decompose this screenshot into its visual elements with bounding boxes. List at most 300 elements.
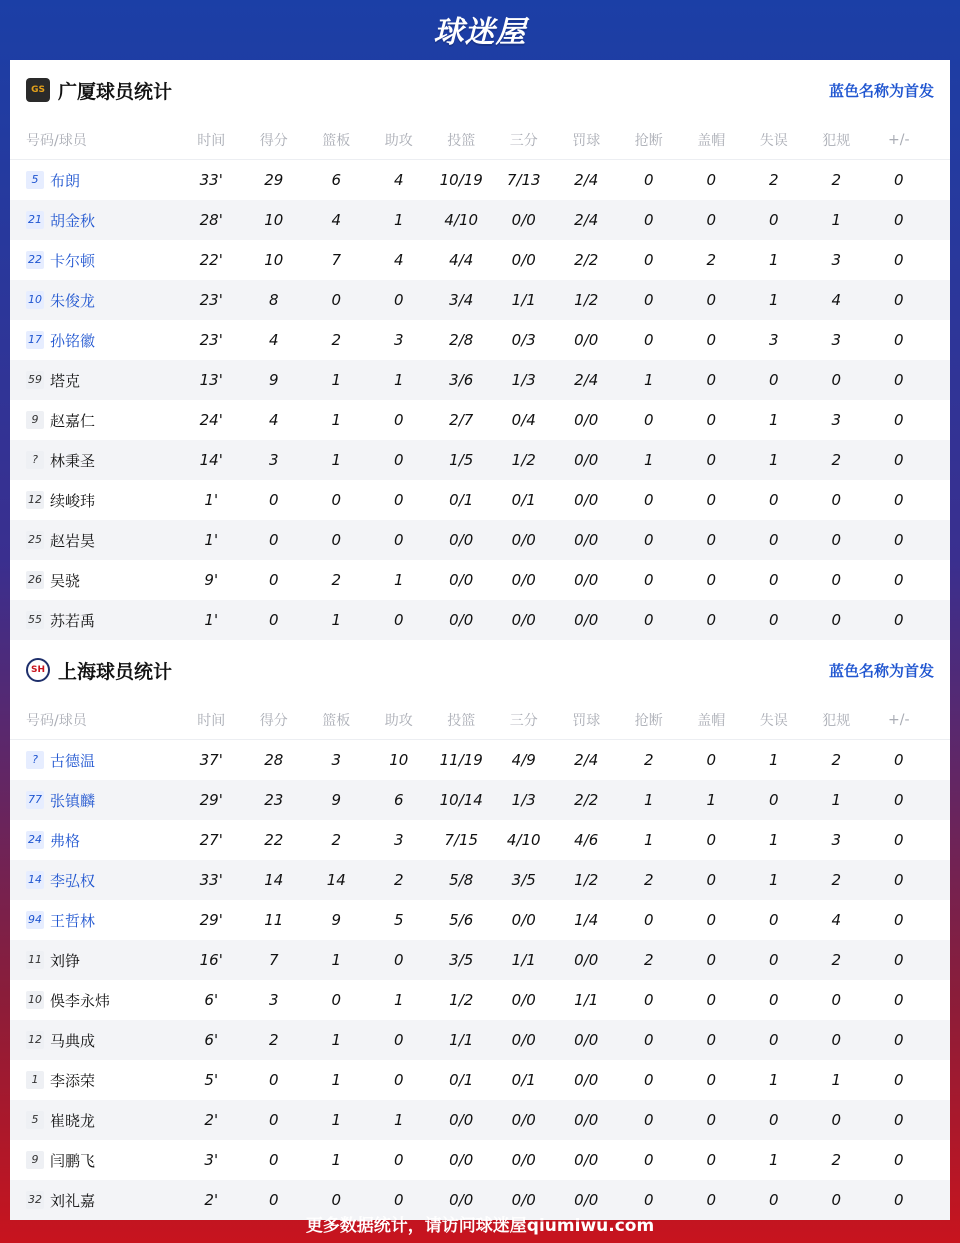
player-name[interactable]: 崔晓龙 — [50, 1111, 96, 1130]
stat-cell: 2 — [331, 571, 342, 589]
stat-cell: 0 — [706, 451, 717, 469]
stat-cell: 28 — [264, 751, 284, 769]
stat-cell: 0 — [706, 1031, 717, 1049]
player-name[interactable]: 塔克 — [50, 371, 81, 390]
stat-cell: 0 — [643, 991, 654, 1009]
table-row[interactable] — [10, 440, 950, 480]
stat-cell: 1/3 — [511, 371, 536, 389]
jersey-number-badge: 5 — [26, 1111, 44, 1129]
stat-cell: 6' — [204, 991, 219, 1009]
stat-cell: 0 — [893, 751, 904, 769]
table-row[interactable] — [10, 320, 950, 360]
stat-cell: 0 — [768, 1191, 779, 1209]
stat-cell: 0 — [893, 451, 904, 469]
player-cell — [10, 790, 180, 811]
table-row[interactable] — [10, 980, 950, 1020]
table-header — [10, 700, 950, 740]
stat-cell: 0 — [643, 1191, 654, 1209]
table-row[interactable] — [10, 400, 950, 440]
stat-cell: 0 — [893, 171, 904, 189]
player-name[interactable]: 刘铮 — [50, 951, 81, 970]
stat-cell: 4/4 — [449, 251, 474, 269]
stat-cell: 0/1 — [449, 1071, 474, 1089]
stat-cell: 0/0 — [449, 611, 474, 629]
stat-cell: 1 — [831, 1071, 842, 1089]
column-header: 助攻 — [384, 712, 413, 729]
stat-cell: 0 — [893, 291, 904, 309]
stat-cell: 7 — [331, 251, 342, 269]
stat-cell: 3/6 — [449, 371, 474, 389]
player-cell — [10, 610, 180, 631]
player-name[interactable]: 赵岩昊 — [50, 531, 96, 550]
player-name[interactable]: 李弘权 — [50, 871, 96, 890]
stat-cell: 0 — [768, 611, 779, 629]
stat-cell: 0 — [268, 611, 279, 629]
stat-cell: 0/0 — [574, 1071, 599, 1089]
stat-cell: 1 — [768, 251, 779, 269]
stat-cell: 1 — [331, 1151, 342, 1169]
top-bar — [0, 0, 960, 58]
column-header: 盖帽 — [697, 712, 726, 729]
player-name[interactable]: 卡尔顿 — [50, 251, 96, 270]
stat-cell: 33' — [199, 171, 223, 189]
stat-cell: 2 — [393, 871, 404, 889]
stat-cell: 0 — [768, 1111, 779, 1129]
table-row[interactable] — [10, 1020, 950, 1060]
stat-cell: 3 — [331, 751, 342, 769]
table-row[interactable] — [10, 1060, 950, 1100]
stat-cell: 13' — [199, 371, 223, 389]
stat-cell: 1/2 — [449, 991, 474, 1009]
player-cell — [10, 1070, 180, 1091]
stat-cell: 0 — [831, 371, 842, 389]
player-cell — [10, 1110, 180, 1131]
jersey-number-badge: 10 — [26, 291, 44, 309]
stat-cell: 0 — [706, 211, 717, 229]
stat-cell: 14 — [326, 871, 346, 889]
stat-cell: 1/1 — [449, 1031, 474, 1049]
column-header: 投篮 — [447, 132, 476, 149]
table-row[interactable] — [10, 520, 950, 560]
column-header: 三分 — [509, 132, 538, 149]
stat-cell: 0 — [893, 951, 904, 969]
stat-cell: 0 — [706, 1111, 717, 1129]
stat-cell: 0 — [893, 1111, 904, 1129]
column-header: 号码/球员 — [26, 712, 87, 729]
stat-cell: 1 — [768, 871, 779, 889]
stat-cell: 10 — [264, 211, 284, 229]
jersey-number-badge: 21 — [26, 211, 44, 229]
table-row[interactable] — [10, 860, 950, 900]
stat-cell: 14' — [199, 451, 223, 469]
stat-cell: 2 — [643, 751, 654, 769]
stat-cell: 0/1 — [449, 491, 474, 509]
stat-cell: 0 — [643, 251, 654, 269]
stat-cell: 4/10 — [444, 211, 479, 229]
stat-cell: 2 — [768, 171, 779, 189]
player-name[interactable]: 古德温 — [50, 751, 96, 770]
stat-cell: 0/1 — [511, 491, 536, 509]
column-header: 罚球 — [572, 132, 601, 149]
stat-cell: 0 — [393, 531, 404, 549]
stat-cell: 0 — [768, 571, 779, 589]
team-title — [26, 657, 172, 684]
stat-cell: 0 — [831, 491, 842, 509]
table-row[interactable] — [10, 1100, 950, 1140]
stat-cell: 0 — [706, 951, 717, 969]
column-header: +/- — [888, 711, 910, 728]
footer-banner[interactable]: 更多数据统计，请访问球迷屋qiumiwu.com — [305, 1216, 655, 1236]
stat-cell: 3 — [831, 331, 842, 349]
stat-cell: 23' — [199, 331, 223, 349]
player-cell — [10, 330, 180, 351]
stat-cell: 3/5 — [511, 871, 536, 889]
stat-cell: 8 — [268, 291, 279, 309]
stat-cell: 2 — [331, 831, 342, 849]
stat-cell: 0/0 — [574, 331, 599, 349]
stat-cell: 0 — [393, 1031, 404, 1049]
stat-cell: 1 — [331, 611, 342, 629]
stat-cell: 1 — [643, 791, 654, 809]
column-header: 罚球 — [572, 712, 601, 729]
stat-cell: 0 — [706, 291, 717, 309]
stat-cell: 0 — [643, 571, 654, 589]
stat-cell: 23 — [264, 791, 284, 809]
player-cell — [10, 1030, 180, 1051]
stat-cell: 0/4 — [511, 411, 536, 429]
stat-cell: 0 — [893, 1031, 904, 1049]
stat-cell: 2/4 — [574, 751, 599, 769]
table-row[interactable] — [10, 280, 950, 320]
player-cell — [10, 490, 180, 511]
stat-cell: 22' — [199, 251, 223, 269]
player-name[interactable]: 布朗 — [50, 171, 81, 190]
stat-cell: 0 — [268, 1071, 279, 1089]
stat-cell: 0 — [331, 531, 342, 549]
stat-cell: 1 — [768, 1071, 779, 1089]
team-logo-icon: GS — [26, 78, 50, 102]
stat-cell: 0 — [331, 991, 342, 1009]
stat-cell: 1 — [643, 451, 654, 469]
player-cell — [10, 1150, 180, 1171]
stat-cell: 1 — [331, 371, 342, 389]
stat-cell: 3 — [268, 451, 279, 469]
player-cell — [10, 870, 180, 891]
stat-cell: 2 — [268, 1031, 279, 1049]
stat-cell: 0 — [768, 991, 779, 1009]
column-header: 号码/球员 — [26, 132, 87, 149]
team-logo-icon: SH — [26, 658, 50, 682]
stat-cell: 0 — [768, 911, 779, 929]
stat-cell: 1/2 — [574, 291, 599, 309]
player-cell — [10, 750, 180, 771]
stat-cell: 4/9 — [511, 751, 536, 769]
stat-cell: 0 — [706, 171, 717, 189]
player-cell — [10, 990, 180, 1011]
stat-cell: 1/4 — [574, 911, 599, 929]
jersey-number-badge: 22 — [26, 251, 44, 269]
player-name[interactable]: 闫鹏飞 — [50, 1151, 96, 1170]
stat-cell: 0 — [706, 611, 717, 629]
stat-cell: 2/7 — [449, 411, 474, 429]
jersey-number-badge: 26 — [26, 571, 44, 589]
column-header: 篮板 — [322, 712, 351, 729]
team-header — [10, 640, 950, 700]
jersey-number-badge: 5 — [26, 171, 44, 189]
player-name[interactable]: 赵嘉仁 — [50, 411, 96, 430]
stat-cell: 0 — [893, 991, 904, 1009]
player-name[interactable]: 刘礼嘉 — [50, 1191, 96, 1210]
stat-cell: 0 — [706, 751, 717, 769]
stat-cell: 0 — [393, 1071, 404, 1089]
table-row[interactable] — [10, 940, 950, 980]
stat-cell: 0 — [643, 1071, 654, 1089]
stat-cell: 0 — [706, 571, 717, 589]
stat-cell: 0/0 — [449, 571, 474, 589]
stat-cell: 0/0 — [511, 211, 536, 229]
stat-cell: 4 — [393, 251, 404, 269]
player-cell — [10, 410, 180, 431]
table-row[interactable] — [10, 160, 950, 200]
starter-legend: 蓝色名称为首发 — [828, 661, 934, 680]
player-name[interactable]: 孙铭徽 — [50, 331, 96, 350]
table-row[interactable] — [10, 740, 950, 780]
stat-cell: 0 — [893, 1071, 904, 1089]
stat-cell: 0 — [768, 791, 779, 809]
stat-cell: 0 — [893, 1151, 904, 1169]
stat-cell: 1 — [768, 751, 779, 769]
stat-cell: 0 — [768, 951, 779, 969]
stat-cell: 0/0 — [449, 531, 474, 549]
jersey-number-badge: ? — [26, 751, 44, 769]
stat-cell: 2 — [643, 951, 654, 969]
stat-cell: 6 — [393, 791, 404, 809]
stat-cell: 7/15 — [444, 831, 479, 849]
stat-cell: 1 — [768, 291, 779, 309]
stat-cell: 0 — [831, 1031, 842, 1049]
stat-cell: 33' — [199, 871, 223, 889]
team-title — [26, 77, 172, 104]
stat-cell: 4 — [268, 331, 279, 349]
stat-cell: 10/19 — [439, 171, 483, 189]
table-row[interactable] — [10, 1140, 950, 1180]
stat-cell: 0/0 — [511, 611, 536, 629]
stat-cell: 1' — [204, 491, 219, 509]
player-name[interactable]: 吴骁 — [50, 571, 81, 590]
table-row[interactable] — [10, 360, 950, 400]
stat-cell: 0 — [831, 571, 842, 589]
stat-cell: 0/3 — [511, 331, 536, 349]
stat-cell: 1/3 — [511, 791, 536, 809]
stat-cell: 5/6 — [449, 911, 474, 929]
stat-cell: 0 — [893, 1191, 904, 1209]
column-header: 得分 — [259, 132, 288, 149]
stat-cell: 0/0 — [511, 571, 536, 589]
stat-cell: 0 — [643, 531, 654, 549]
player-name[interactable]: 马典成 — [50, 1031, 96, 1050]
stat-cell: 0 — [393, 1191, 404, 1209]
stat-cell: 1 — [768, 411, 779, 429]
table-row[interactable] — [10, 480, 950, 520]
stat-cell: 0 — [393, 1151, 404, 1169]
stat-cell: 24' — [199, 411, 223, 429]
stat-cell: 1 — [331, 951, 342, 969]
team-sections — [10, 60, 950, 1220]
stat-cell: 4 — [831, 291, 842, 309]
stat-cell: 1 — [331, 451, 342, 469]
stat-cell: 2/4 — [574, 211, 599, 229]
jersey-number-badge: 10 — [26, 991, 44, 1009]
table-row[interactable] — [10, 560, 950, 600]
stat-cell: 0 — [643, 411, 654, 429]
player-name[interactable]: 李添荣 — [50, 1071, 96, 1090]
stat-cell: 0 — [393, 951, 404, 969]
stat-cell: 2' — [204, 1111, 219, 1129]
stat-cell: 22 — [264, 831, 284, 849]
stat-cell: 1 — [331, 411, 342, 429]
jersey-number-badge: 9 — [26, 411, 44, 429]
player-name[interactable]: 弗格 — [50, 831, 81, 850]
jersey-number-badge: 1 — [26, 1071, 44, 1089]
jersey-number-badge: 77 — [26, 791, 44, 809]
stat-cell: 27' — [199, 831, 223, 849]
player-cell — [10, 370, 180, 391]
player-name[interactable]: 朱俊龙 — [50, 291, 96, 310]
table-row[interactable] — [10, 900, 950, 940]
player-name[interactable]: 王哲林 — [50, 911, 96, 930]
table-row[interactable] — [10, 200, 950, 240]
stat-cell: 0/0 — [449, 1111, 474, 1129]
jersey-number-badge: 24 — [26, 831, 44, 849]
stat-cell: 0 — [768, 371, 779, 389]
stat-cell: 0 — [393, 411, 404, 429]
stat-cell: 0 — [893, 571, 904, 589]
stat-cell: 2' — [204, 1191, 219, 1209]
stat-cell: 0 — [643, 1151, 654, 1169]
stat-cell: 10/14 — [439, 791, 483, 809]
stat-cell: 11 — [264, 911, 284, 929]
column-header: 失误 — [759, 132, 788, 149]
stat-cell: 9 — [331, 911, 342, 929]
stat-cell: 2/8 — [449, 331, 474, 349]
player-name[interactable]: 俁李永炜 — [50, 991, 111, 1010]
stat-cell: 0 — [831, 1191, 842, 1209]
stat-cell: 0/0 — [574, 951, 599, 969]
stat-cell: 2 — [831, 1151, 842, 1169]
stat-cell: 0/0 — [574, 611, 599, 629]
stat-cell: 0 — [643, 1111, 654, 1129]
stat-cell: 1 — [331, 1031, 342, 1049]
stat-cell: 0 — [706, 831, 717, 849]
stat-cell: 4 — [331, 211, 342, 229]
stat-cell: 2/2 — [574, 251, 599, 269]
stat-cell: 0 — [643, 611, 654, 629]
stat-cell: 0 — [893, 251, 904, 269]
player-cell — [10, 950, 180, 971]
stat-cell: 0 — [268, 531, 279, 549]
stat-cell: 2/2 — [574, 791, 599, 809]
stat-cell: 2 — [831, 951, 842, 969]
stat-cell: 0 — [643, 1031, 654, 1049]
table-row[interactable] — [10, 600, 950, 640]
stat-cell: 28' — [199, 211, 223, 229]
stat-cell: 29' — [199, 791, 223, 809]
stat-cell: 9 — [268, 371, 279, 389]
stat-cell: 0 — [331, 491, 342, 509]
stat-cell: 0 — [768, 491, 779, 509]
jersey-number-badge: 25 — [26, 531, 44, 549]
stat-cell: 1' — [204, 611, 219, 629]
column-header: 时间 — [197, 712, 226, 729]
stat-cell: 0 — [893, 791, 904, 809]
stat-cell: 5/8 — [449, 871, 474, 889]
stat-cell: 7/13 — [506, 171, 541, 189]
stat-cell: 1/2 — [574, 871, 599, 889]
stat-cell: 0 — [706, 371, 717, 389]
player-name[interactable]: 苏若禹 — [50, 611, 96, 630]
stat-cell: 0 — [268, 491, 279, 509]
jersey-number-badge: 11 — [26, 951, 44, 969]
stat-cell: 3/5 — [449, 951, 474, 969]
stat-cell: 0 — [393, 291, 404, 309]
stat-cell: 0 — [706, 911, 717, 929]
stat-cell: 1 — [831, 791, 842, 809]
stat-cell: 1 — [643, 371, 654, 389]
stat-cell: 0 — [643, 491, 654, 509]
stat-cell: 4/10 — [506, 831, 541, 849]
stat-cell: 0 — [268, 571, 279, 589]
jersey-number-badge: 12 — [26, 491, 44, 509]
stat-cell: 3 — [831, 411, 842, 429]
stat-cell: 2/4 — [574, 171, 599, 189]
table-row[interactable] — [10, 780, 950, 820]
stat-cell: 0 — [706, 1151, 717, 1169]
stat-cell: 0/0 — [449, 1151, 474, 1169]
stat-cell: 0 — [768, 211, 779, 229]
stat-cell: 0/0 — [574, 1191, 599, 1209]
stat-cell: 0 — [643, 211, 654, 229]
table-row[interactable] — [10, 240, 950, 280]
player-name[interactable]: 林秉圣 — [50, 451, 96, 470]
stat-cell: 0 — [768, 1031, 779, 1049]
stat-cell: 1 — [393, 211, 404, 229]
player-name[interactable]: 张镇麟 — [50, 791, 96, 810]
stat-cell: 2 — [643, 871, 654, 889]
stat-cell: 37' — [199, 751, 223, 769]
stat-cell: 0 — [893, 491, 904, 509]
stat-cell: 1/2 — [511, 451, 536, 469]
stat-cell: 1/5 — [449, 451, 474, 469]
brand-logo: 球迷屋 — [433, 15, 527, 50]
stat-cell: 3 — [393, 331, 404, 349]
stat-cell: 0 — [893, 831, 904, 849]
stat-cell: 0 — [893, 331, 904, 349]
table-row[interactable] — [10, 820, 950, 860]
player-name[interactable]: 胡金秋 — [50, 211, 96, 230]
stat-cell: 0/0 — [511, 251, 536, 269]
stat-cell: 0 — [893, 611, 904, 629]
stat-cell: 4 — [393, 171, 404, 189]
jersey-number-badge: 32 — [26, 1191, 44, 1209]
stats-panel — [10, 60, 950, 1210]
stat-cell: 0 — [768, 531, 779, 549]
table-header — [10, 120, 950, 160]
stat-cell: 0 — [643, 331, 654, 349]
player-name[interactable]: 续峻玮 — [50, 491, 96, 510]
stat-cell: 3 — [768, 331, 779, 349]
stat-cell: 29 — [264, 171, 284, 189]
stat-cell: 2 — [331, 331, 342, 349]
